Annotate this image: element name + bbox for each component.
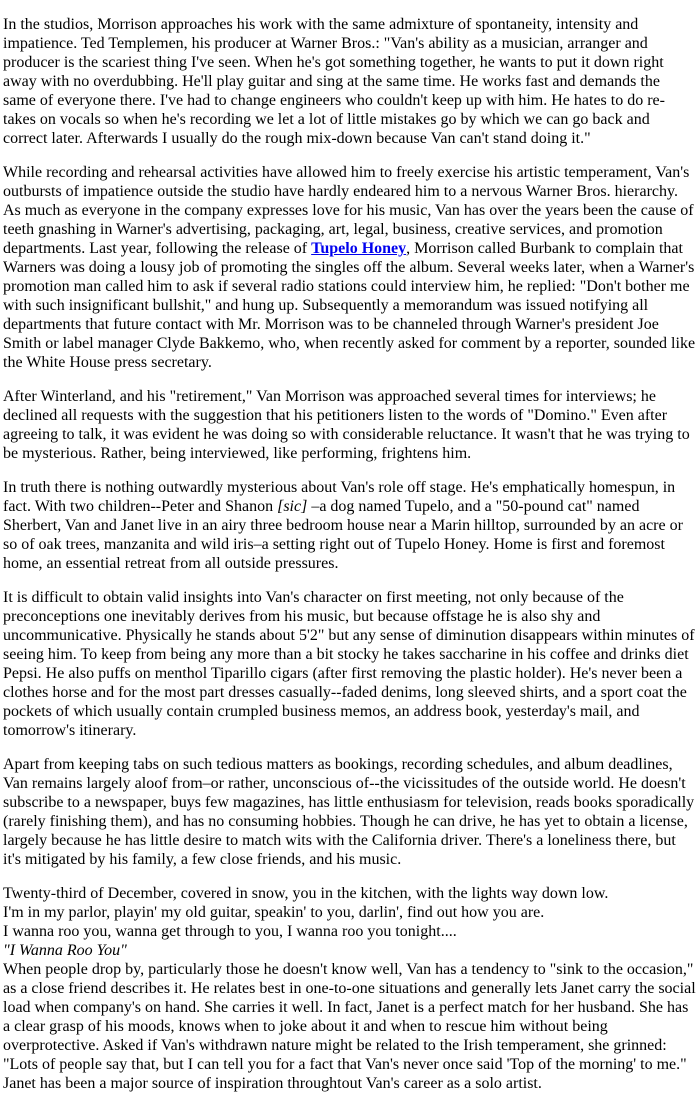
paragraph-studio-work: In the studios, Morrison approaches his work with the same admixture of spontaneity, intensity and impatience. Ted Templemen, his producer at Warner Bros.: "Van's ability as a musician, arranger and producer is the scariest thing I've seen. When he's got something together, he wants to put it down right away with no overdubbing. He'll play guitar and sing at the same time. He works fast and demands the same of everyone there. I've had to change engineers who couldn't keep up with him. He hates to do re-takes on vocals so when he's recording we let a lot of little mistakes go by which we can go back and correct later. Afterwards I usually do the rough mix-down because Van can't stand doing it." (3, 16, 665, 147)
paragraph-interviews: After Winterland, and his "retirement," Van Morrison was approached several times for interviews; he declined all requests with the suggestion that his petitioners listen to the words of "Domino." Even after agreeing to talk, it was evident he was doing so with considerable reluctance. It wasn't that he was trying to be mysterious. Rather, being interviewed, like performing, frightens him. (3, 388, 690, 462)
lyric-line-3: I wanna roo you, wanna get through to you, I wanna roo you tonight.... (3, 923, 457, 940)
article-body (3, 15, 696, 1093)
paragraph-home-life (3, 478, 696, 573)
paragraph-home-text-after-sic: –a dog named Tupelo, and a "50-pound cat" named Sherbert, Van and Janet live in an airy three bedroom house near a Marin hilltop, surrounded by an acre or so of oak trees, manzanita and wild iris–a setting right out of Tupelo Honey. Home is first and foremost home, an essential retreat from all outside pressures. (3, 498, 683, 572)
lyric-song-title: "I Wanna Roo You" (3, 942, 127, 959)
lyrics-and-company-paragraph (3, 884, 696, 1093)
paragraph-warner-relations (3, 163, 696, 372)
lyric-line-1: Twenty-third of December, covered in snow, you in the kitchen, with the lights way down low. (3, 885, 609, 902)
sic-italic: [sic] (277, 498, 308, 515)
paragraph-company-text: When people drop by, particularly those he doesn't know well, Van has a tendency to "sink to the occasion," as a close friend describes it. He relates best in one-to-one situations and generally lets Janet carry the social load when company's on hand. She carries it well. In fact, Janet is a perfect match for her husband. She has a clear grasp of his moods, knows when to joke about it and when to rescue him without being overprotective. Asked if Van's withdrawn nature might be related to the Irish temperament, she grinned: "Lots of people say that, but I can tell you for a fact that Van's never once said 'Top of the morning' to me." Janet has been a major source of inspiration throughtout Van's career as a solo artist. (3, 961, 696, 1092)
paragraph-warner-text-after-link: , Morrison called Burbank to complain that Warners was doing a lousy job of promoting the singles off the album. Several weeks later, when a Warner's promotion man called him to ask if several radio stations could interview him, he replied: "Don't bother me with such insignificant bullshit," and hung up. Subsequently a memorandum was issued notifying all departments that future contact with Mr. Morrison was to be channeled through Warner's president Joe Smith or label manager Clyde Bakkemo, who, when recently asked for comment by a reporter, sounded like the White House press secretary. (3, 240, 696, 371)
paragraph-home-text-before-sic: In truth there is nothing outwardly mysterious about Van's role off stage. He's emphatically homespun, in fact. With two children--Peter and Shanon (3, 479, 676, 515)
lyric-line-2: I'm in my parlor, playin' my old guitar, speakin' to you, darlin', find out how you are. (3, 904, 545, 921)
paragraph-warner-text-before-link: While recording and rehearsal activities have allowed him to freely exercise his artistic temperament, Van's outbursts of impatience outside the studio have hardly endeared him to a nervous Warner Bros. hierarchy. As much as everyone in the company expresses love for his music, Van has over the years been the cause of teeth gnashing in Warner's advertising, packaging, art, legal, business, creative services, and promotion departments. Last year, following the release of (3, 164, 694, 257)
paragraph-first-meeting: It is difficult to obtain valid insights into Van's character on first meeting, not only because of the preconceptions one inevitably derives from his music, but because offstage he is also shy and uncommunicative. Physically he stands about 5'2" but any sense of diminution disappears within minutes of seeing him. To keep from being any more than a bit stocky he takes saccharine in his coffee and drinks diet Pepsi. He also puffs on menthol Tiparillo cigars (after first removing the plastic holder). He's never been a clothes horse and for the most part dresses casually--faded denims, long sleeved shirts, and a sport coat the pockets of which usually contain crumpled business memos, an address book, yesterday's mail, and tomorrow's itinerary. (3, 589, 695, 739)
tupelo-honey-link[interactable]: Tupelo Honey (311, 240, 407, 257)
paragraph-outside-world: Apart from keeping tabs on such tedious matters as bookings, recording schedules, and album deadlines, Van remains largely aloof from–or rather, unconscious of--the vicissitudes of the outside world. He doesn't subscribe to a newspaper, buys few magazines, has little enthusiasm for television, reads books sporadically (rarely finishing them), and has no consuming hobbies. Though he can drive, he has yet to obtain a license, largely because he has little desire to match wits with the California driver. There's a loneliness there, but it's mitigated by his family, a few close friends, and his music. (3, 756, 695, 868)
